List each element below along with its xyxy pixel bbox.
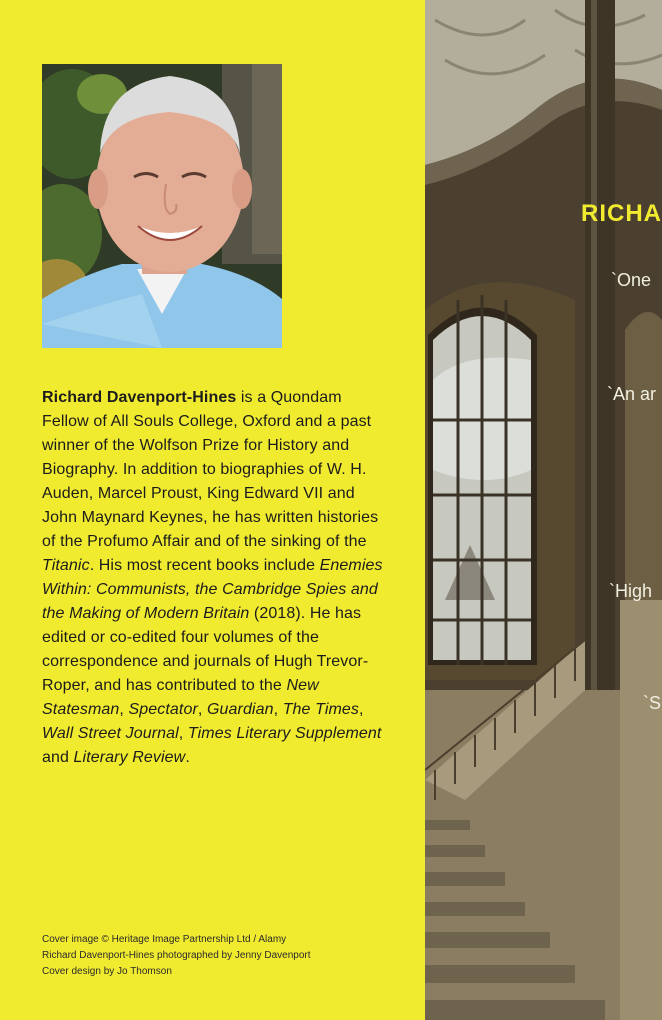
bio-italic-title: Enemies Within: Communists, the Cambridge Spies and the Making of Modern Britain (42, 557, 383, 622)
author-photo (42, 64, 282, 348)
review-quote: `An ar (607, 384, 657, 404)
bio-separator: , (119, 701, 129, 718)
author-name: Richard Davenport-Hines (42, 389, 237, 406)
bio-separator: , (197, 701, 207, 718)
bio-separator: . (185, 749, 190, 766)
author-bio (42, 386, 387, 770)
review-quote: `High (609, 581, 653, 601)
publication-name: Wall Street Journal (42, 725, 179, 742)
cover-artwork-interior (425, 0, 662, 1020)
publication-name: New Statesman (42, 677, 319, 718)
front-author-heading: RICHA (581, 200, 662, 227)
publication-name: Guardian (206, 701, 274, 718)
author-bio-paragraph (42, 386, 387, 770)
bio-text: is a Quondam Fellow of All Souls College, Oxford and a past winner of the Wolfson Prize for History and Biography. In addition to biographies of W. H. Auden, Marcel Proust, King Edward VII and John Maynard Keynes, he has written histories of the Profumo Affair and of the sinking of the (42, 389, 379, 550)
cover-credits (42, 932, 402, 980)
publication-name: Times Literary Supplement (187, 725, 382, 742)
bio-text: (2018). He has edited or co-edited four volumes of the correspondence and journals of Hugh Trevor-Roper, and has contributed to the (42, 605, 369, 694)
credit-line: Richard Davenport-Hines photographed by Jenny Davenport (42, 950, 311, 961)
review-quote: `One (611, 270, 652, 290)
author-portrait-image (42, 64, 282, 348)
front-cover-panel (425, 0, 662, 1020)
publication-name: The Times (282, 701, 360, 718)
credit-line: Cover image © Heritage Image Partnership Ltd / Alamy (42, 934, 287, 945)
review-quote: `S (643, 693, 661, 713)
bio-separator: , (178, 725, 188, 742)
bio-italic-title: Titanic (42, 557, 90, 574)
credit-line: Cover design by Jo Thomson (42, 966, 172, 977)
bio-separator: , (359, 701, 364, 718)
bio-separator: and (42, 749, 74, 766)
publication-name: Literary Review (73, 749, 186, 766)
publication-name: Spectator (128, 701, 198, 718)
bio-separator: , (273, 701, 283, 718)
bio-text: . His most recent books include (89, 557, 320, 574)
